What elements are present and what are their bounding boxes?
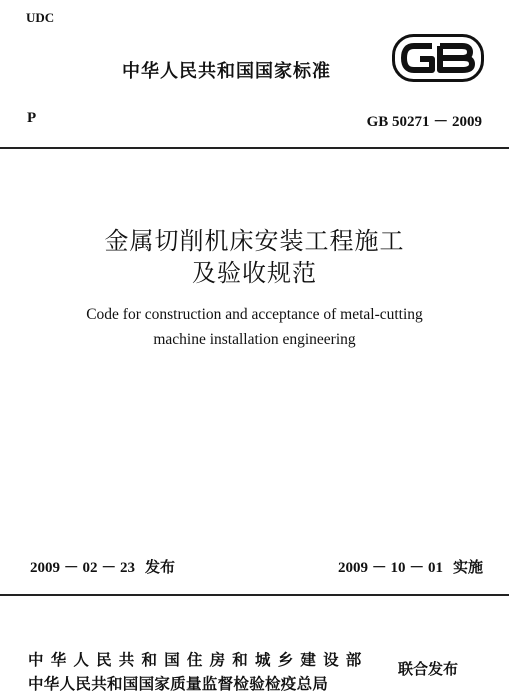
publisher-line1: 中华人民共和国住房和城乡建设部 [28,651,369,669]
title-chinese-line2: 及验收规范 [192,259,317,287]
bottom-divider [0,594,509,596]
title-english-line1: Code for construction and acceptance of metal-cutting [86,306,423,323]
standard-type-heading: 中华人民共和国国家标准 [122,61,331,82]
implement-label: 实施 [452,558,483,576]
top-divider [0,147,509,149]
gb-logo-icon [392,34,484,82]
issue-date-line [30,556,175,577]
title-english-line2: machine installation engineering [153,331,356,348]
issue-date: 2009 － 02 － 23 [30,560,136,576]
classification-code: P [27,110,37,126]
standard-number: GB 50271 － 2009 [366,114,482,130]
implement-date: 2009 － 10 － 01 [337,560,443,576]
udc-label: UDC [26,10,55,25]
publisher-line2: 中华人民共和国国家质量监督检验检疫总局 [28,675,329,693]
implement-date-line [338,556,483,577]
issue-label: 发布 [145,558,176,576]
title-chinese-line1: 金属切削机床安装工程施工 [104,227,405,255]
joint-publish-label: 联合发布 [398,660,459,678]
